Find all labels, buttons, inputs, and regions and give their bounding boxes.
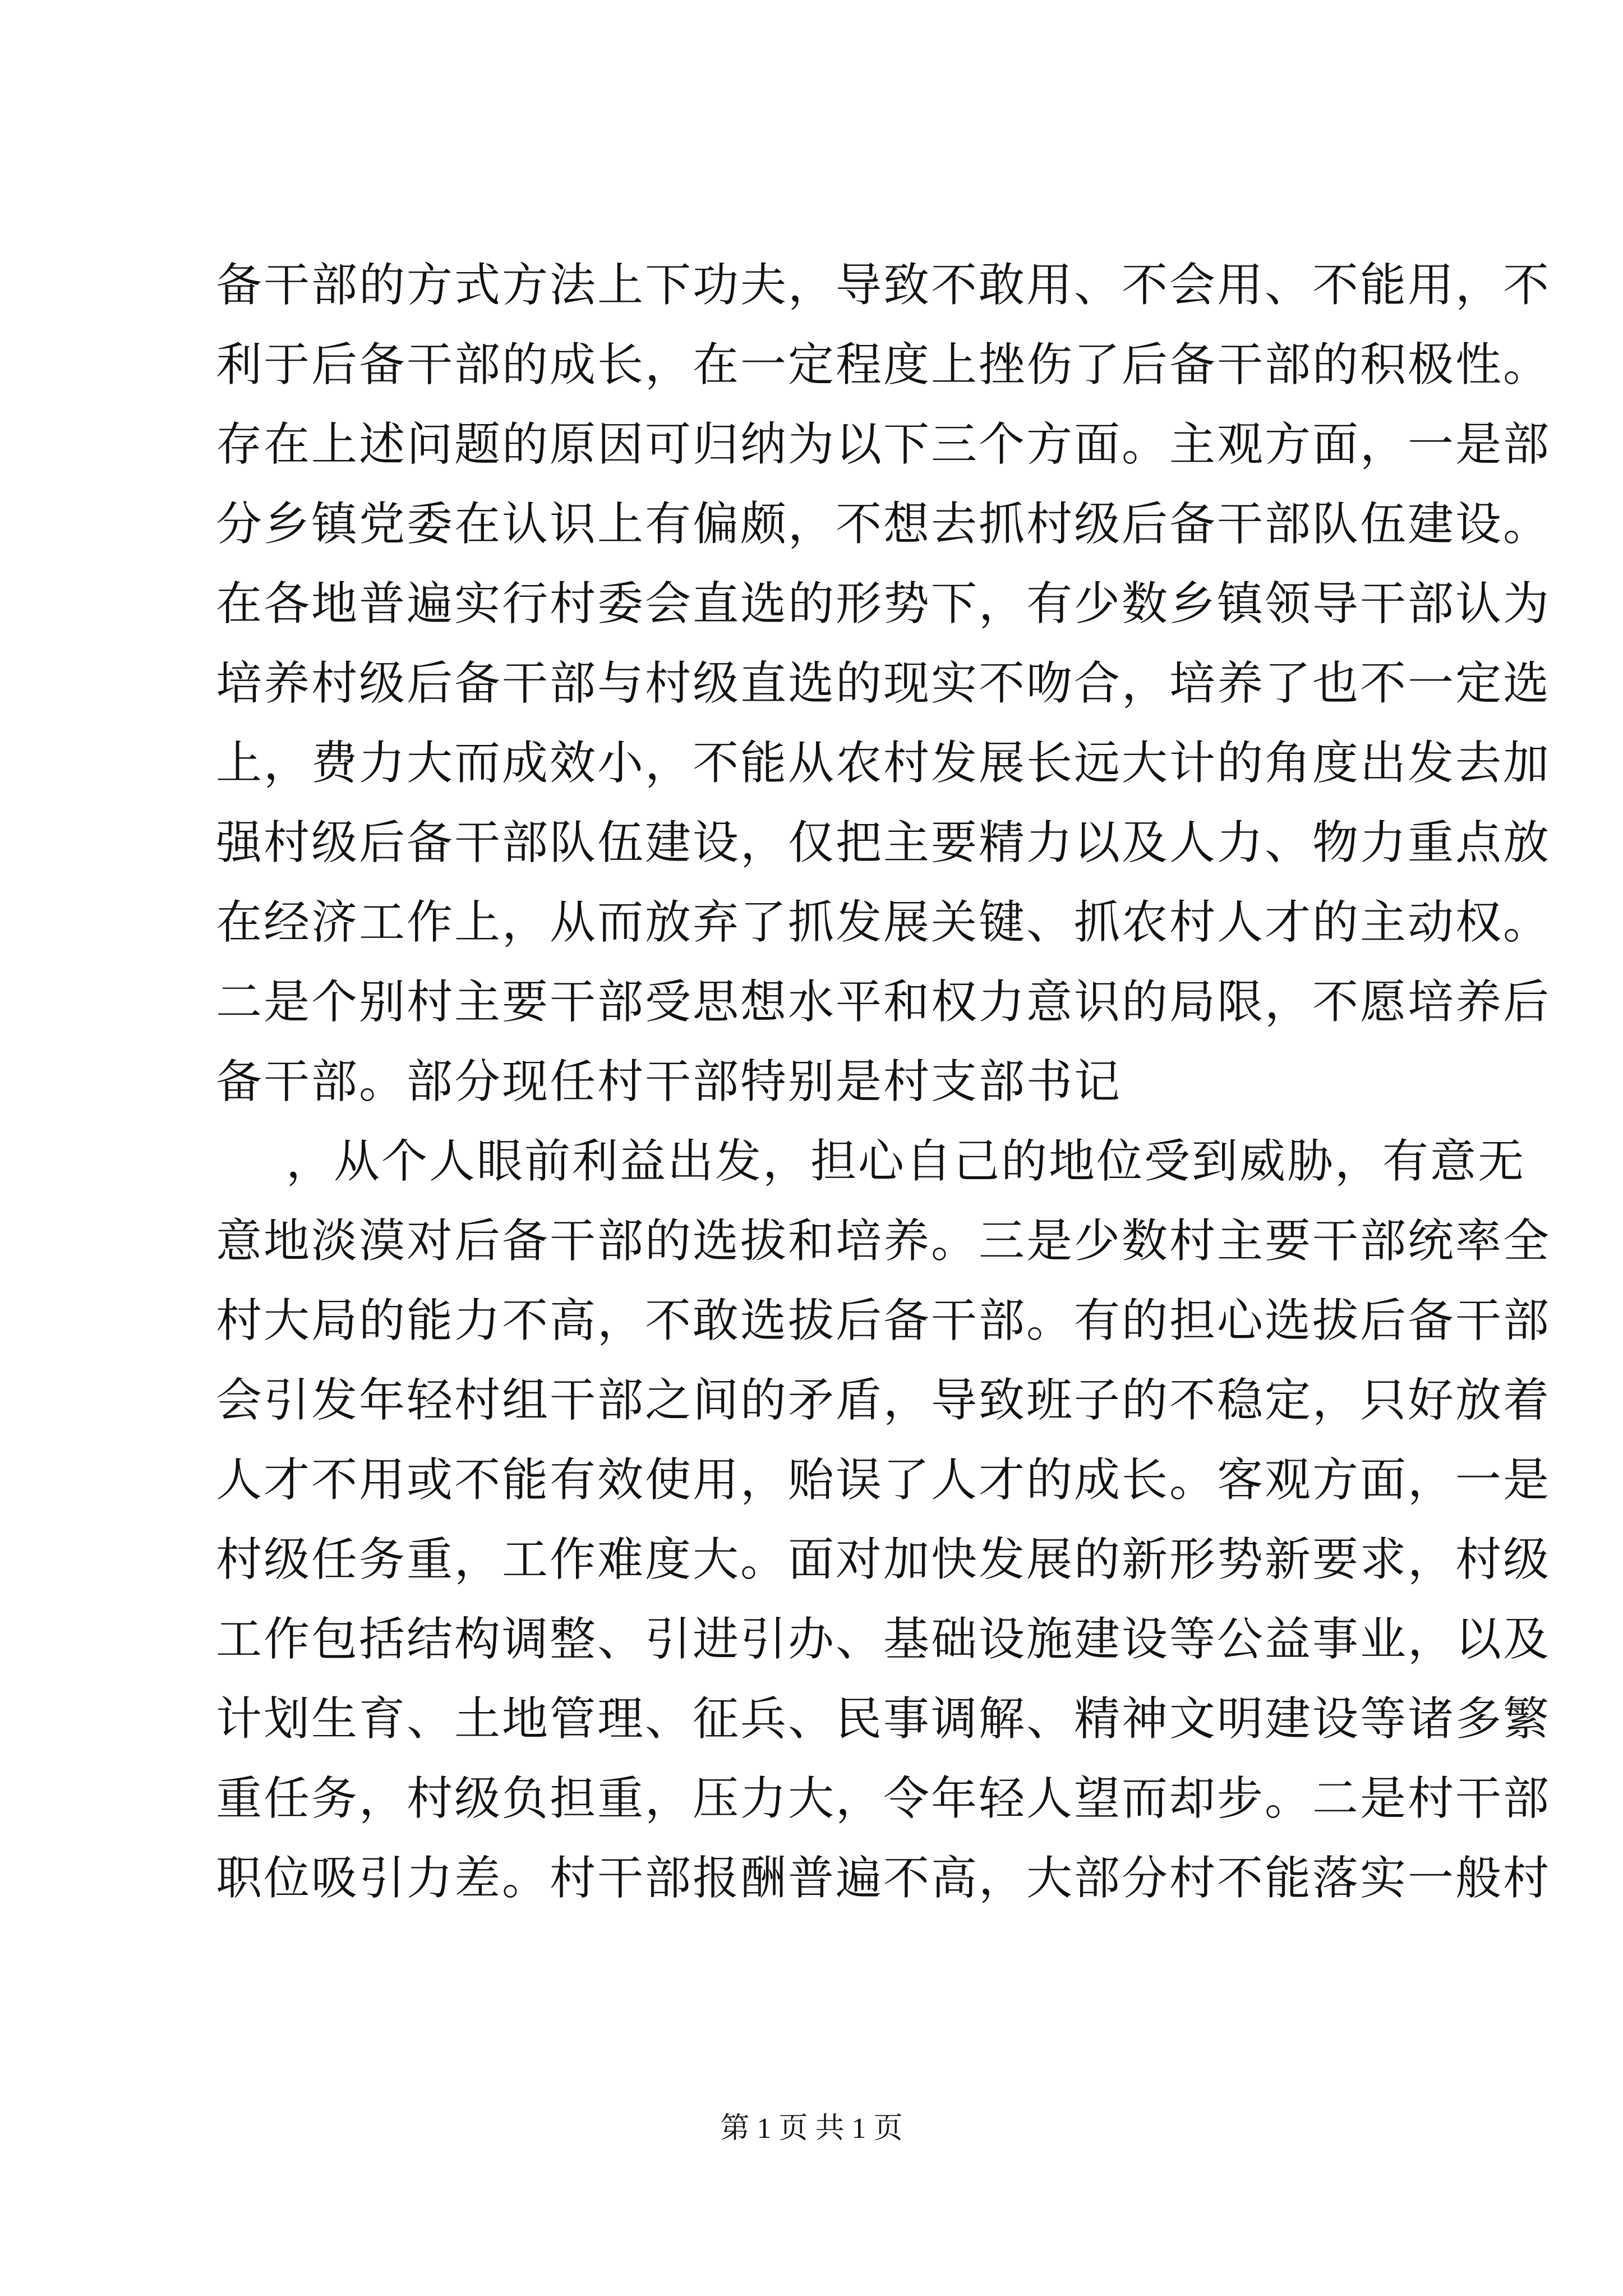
text-line: 村级任务重，工作难度大。面对加快发展的新形势新要求，村级	[216, 1533, 1551, 1586]
text-line: 工作包括结构调整、引进引办、基础设施建设等公益事业，以及	[216, 1613, 1551, 1666]
text-line: 会引发年轻村组干部之间的矛盾，导致班子的不稳定，只好放着	[216, 1374, 1551, 1427]
text-line: 在经济工作上，从而放弃了抓发展关键、抓农村人才的主动权。	[216, 896, 1551, 949]
text-line: 重任务，村级负担重，压力大，令年轻人望而却步。二是村干部	[216, 1772, 1551, 1825]
text-line: 在各地普遍实行村委会直选的形势下，有少数乡镇领导干部认为	[216, 577, 1551, 631]
text-line: 意地淡漠对后备干部的选拔和培养。三是少数村主要干部统率全	[216, 1214, 1551, 1268]
text-line: 备干部。部分现任村干部特别是村支部书记	[216, 1055, 1122, 1108]
text-line: 二是个别村主要干部受思想水平和权力意识的局限，不愿培养后	[216, 976, 1551, 1029]
document-body	[216, 246, 1551, 1918]
text-line: 存在上述问题的原因可归纳为以下三个方面。主观方面，一是部	[216, 418, 1551, 471]
text-line: 培养村级后备干部与村级直选的现实不吻合，培养了也不一定选	[216, 657, 1551, 710]
page-footer: 第 1 页 共 1 页	[720, 2113, 903, 2145]
text-line: 人才不用或不能有效使用，贻误了人才的成长。客观方面，一是	[216, 1453, 1551, 1507]
text-line: 分乡镇党委在认识上有偏颇，不想去抓村级后备干部队伍建设。	[216, 498, 1551, 551]
text-line-indented: ，从个人眼前利益出发，担心自己的地位受到威胁，有意无	[286, 1135, 1526, 1188]
text-line: 强村级后备干部队伍建设，仅把主要精力以及人力、物力重点放	[216, 816, 1551, 869]
text-line: 备干部的方式方法上下功夫，导致不敢用、不会用、不能用，不	[216, 259, 1551, 312]
text-line: 职位吸引力差。村干部报酬普遍不高，大部分村不能落实一般村	[216, 1852, 1551, 1905]
text-line: 村大局的能力不高，不敢选拔后备干部。有的担心选拔后备干部	[216, 1294, 1551, 1347]
text-line: 上，费力大而成效小，不能从农村发展长远大计的角度出发去加	[216, 737, 1551, 790]
text-line: 计划生育、土地管理、征兵、民事调解、精神文明建设等诸多繁	[216, 1692, 1551, 1746]
text-line: 利于后备干部的成长，在一定程度上挫伤了后备干部的积极性。	[216, 338, 1551, 392]
